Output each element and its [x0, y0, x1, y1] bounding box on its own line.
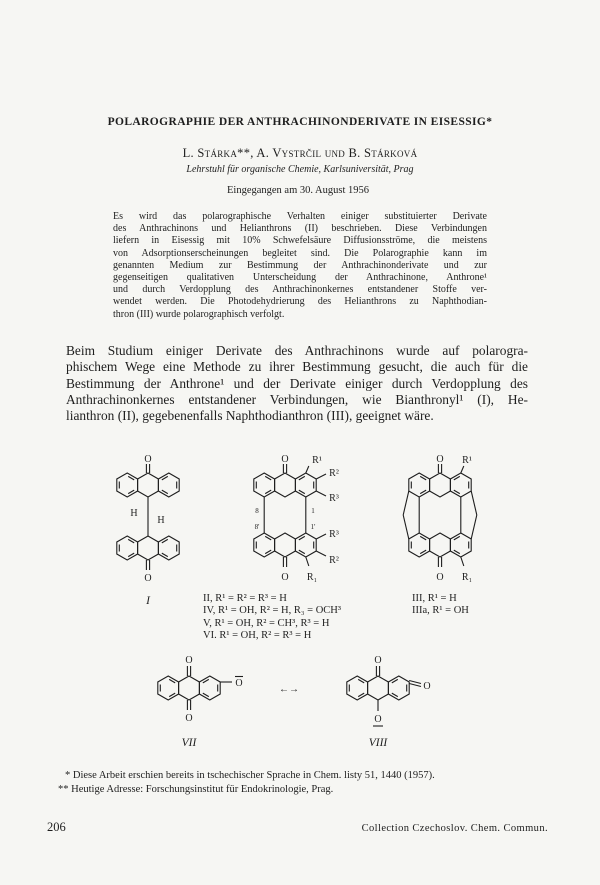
- footnotes: [58, 769, 578, 797]
- structure-ii-legend-line: IV, R¹ = OH, R² = H, R₃ = OCH³: [203, 605, 342, 616]
- structure-iii-r1-top: R¹: [462, 455, 472, 466]
- structure-iii-oxygen-top: O: [436, 454, 444, 465]
- structure-ii-bottom-right-ring: [295, 533, 316, 557]
- structure-viii-oxygen-right: O: [423, 681, 431, 692]
- structure-ii-r3-top: R³: [329, 493, 339, 504]
- structure-ii-oxygen-bottom: O: [281, 572, 289, 583]
- structure-viii-oxygen-top: O: [374, 655, 382, 666]
- structure-ii-legend-line: VI. R¹ = OH, R² = R³ = H: [203, 630, 312, 641]
- structure-ii-position-8: 8: [255, 507, 259, 515]
- structure-iii-outer-bond: [403, 491, 409, 515]
- structure-vii-right-ring: [199, 676, 220, 700]
- structure-ii-r1-top-bond: [306, 466, 309, 473]
- structure-ii-bottom-left-ring: [254, 533, 275, 557]
- structure-ii-r1-top: R¹: [312, 455, 322, 466]
- structure-ii-r3-top-bond: [316, 491, 326, 496]
- structure-iii-bottom-left-ring: [409, 533, 430, 557]
- abstract-line: des Anthrachinons und Helianthrons (II) beschrieben. Diese Verbindungen: [113, 223, 487, 235]
- abstract-line: Es wird das polarographische Verhalten einiger substituierter Derivate: [113, 211, 487, 222]
- abstract-line: wendet werden. Die Photodehydrierung des Helianthrons zu Naphthodian-: [113, 296, 487, 308]
- structure-i-top-left-ring: [117, 473, 138, 497]
- paper-title: POLAROGRAPHIE DER ANTHRACHINONDERIVATE IN EISESSIG*: [107, 116, 493, 128]
- structure-ii-r3-bottom-bond: [316, 534, 326, 539]
- structure-viii-label: VIII: [368, 737, 388, 749]
- body-line: lianthron (II), gegebenenfalls Naphthodianthron (III), geeignet wäre.: [66, 408, 434, 424]
- structure-vii-label: VII: [181, 737, 197, 749]
- structure-ii-oxygen-top: O: [281, 454, 289, 465]
- author-list: L. Stárka**, A. Vystrčil und B. Stárková: [182, 146, 418, 160]
- body-line: phischem Wege eine Methode zu ihrer Bestimmung gesucht, die auch für die: [66, 359, 528, 375]
- structure-ii-position-1-prime: 1': [310, 523, 316, 531]
- resonance-arrow: ←→: [279, 684, 299, 695]
- structure-vii-oxygen-top: O: [185, 655, 193, 666]
- structure-vii-central-ring: [179, 676, 200, 700]
- structure-iii-r1-bottom-bond: [461, 557, 464, 566]
- body-line: Anthrachinonkernes entstandener Verbindungen, wie Bianthronyl¹ (I), He-: [66, 391, 528, 407]
- structure-ii-legend-line: V, R¹ = OH, R² = CH³, R³ = H: [203, 618, 330, 629]
- structure-i-top-central-ring: [138, 473, 159, 497]
- structure-ii-r1-bottom-bond: [306, 557, 309, 566]
- structure-iii-legend-line: III, R¹ = H: [412, 593, 457, 604]
- structure-ii-top-left-ring: [254, 473, 275, 497]
- structure-viii-left-ring: [347, 676, 368, 700]
- structure-ii-legend-line: II, R¹ = R² = R³ = H: [203, 593, 287, 604]
- abstract-line: und durch Verdopplung des Anthrachinonkernes entstandener Stoffe ver-: [113, 284, 487, 296]
- structure-iii-outer-bond: [403, 515, 409, 539]
- structure-viii-right-ring: [388, 676, 409, 700]
- structure-i-hydrogen-right: H: [157, 515, 165, 526]
- structure-ii-r2-bottom: R²: [329, 555, 339, 566]
- structure-i-bottom-left-ring: [117, 536, 138, 560]
- structure-iii-top-right-ring: [450, 473, 471, 497]
- structure-viii-central-ring: [368, 676, 389, 700]
- footnote: * Diese Arbeit erschien bereits in tschechischer Sprache in Chem. listy 51, 1440 (1957).: [65, 770, 435, 781]
- page-number: 206: [47, 820, 66, 834]
- structure-vii-oxygen-bottom: O: [185, 713, 193, 724]
- structure-iii-top-central-ring: [430, 473, 451, 497]
- structure-iii-r1-top-bond: [461, 466, 464, 473]
- structure-ii-r3-bottom: R³: [329, 529, 339, 540]
- structure-ii-bottom-central-ring: [275, 533, 296, 557]
- body-line: Beim Studium einiger Derivate des Anthrachinons wurde auf polarogra-: [66, 343, 528, 358]
- structure-i-label: I: [146, 595, 150, 607]
- affiliation: Lehrstuhl für organische Chemie, Karlsuniversität, Prag: [186, 164, 414, 175]
- structure-i-bottom-central-ring: [138, 536, 159, 560]
- structure-ii-r2-bottom-bond: [316, 551, 326, 556]
- abstract-line: gegenseitigen qualitativen Unterscheidung der Anthrachinone, Anthrone¹: [113, 272, 487, 284]
- received-date: Eingegangen am 30. August 1956: [226, 185, 370, 196]
- abstract-line: thron (III) wurde polarographisch verfolgt.: [113, 308, 285, 320]
- structure-ii-top-right-ring: [295, 473, 316, 497]
- structure-viii-oxygen-bottom: O: [374, 714, 382, 725]
- structure-ii-top-central-ring: [275, 473, 296, 497]
- structure-i-oxygen-top: O: [144, 454, 152, 465]
- structure-ii-r1-bottom: R₁: [306, 572, 318, 583]
- journal-name: Collection Czechoslov. Chem. Commun.: [361, 823, 548, 834]
- abstract-line: von Adsorptionserscheinungen begleitet sind. Die Polarographie kann im: [113, 247, 487, 259]
- structure-iii-top-left-ring: [409, 473, 430, 497]
- structure-iii-outer-bond: [471, 491, 477, 515]
- structure-i-top-right-ring: [158, 473, 179, 497]
- structure-ii-position-1: 1: [311, 507, 315, 515]
- structure-viii-carbonyl-right: [409, 681, 421, 684]
- structure-iii-bottom-right-ring: [450, 533, 471, 557]
- abstract-line: liefern in Eisessig mit 10% Schwefelsäure Diffusionsströme, die meistens: [113, 235, 487, 247]
- structure-ii-r2-top: R²: [329, 468, 339, 479]
- structure-iii-legend-line: IIIa, R¹ = OH: [412, 605, 469, 616]
- structure-iii-oxygen-bottom: O: [436, 572, 444, 583]
- structure-i-bottom-right-ring: [158, 536, 179, 560]
- abstract-line: genannten Medium zur Bestimmung der Anthrachinonderivate und zur: [113, 259, 487, 271]
- structure-iii-bottom-central-ring: [430, 533, 451, 557]
- structure-iii-r1-bottom: R₁: [461, 572, 473, 583]
- structure-ii-position-8-prime: 8': [254, 523, 260, 531]
- structure-i-oxygen-bottom: O: [144, 573, 152, 584]
- structure-iii-outer-bond: [471, 515, 477, 539]
- body-line: Bestimmung der Anthrone¹ und der Derivate einiger durch Verdopplung des: [66, 375, 528, 391]
- structure-vii-oxygen-anion: O: [235, 678, 243, 689]
- structure-viii-carbonyl-right: [409, 684, 421, 687]
- footnote: ** Heutige Adresse: Forschungsinstitut für Endokrinologie, Prag.: [58, 784, 334, 795]
- structure-vii-left-ring: [158, 676, 179, 700]
- structure-ii-r2-top-bond: [316, 474, 326, 479]
- structure-i-hydrogen-left: H: [130, 508, 138, 519]
